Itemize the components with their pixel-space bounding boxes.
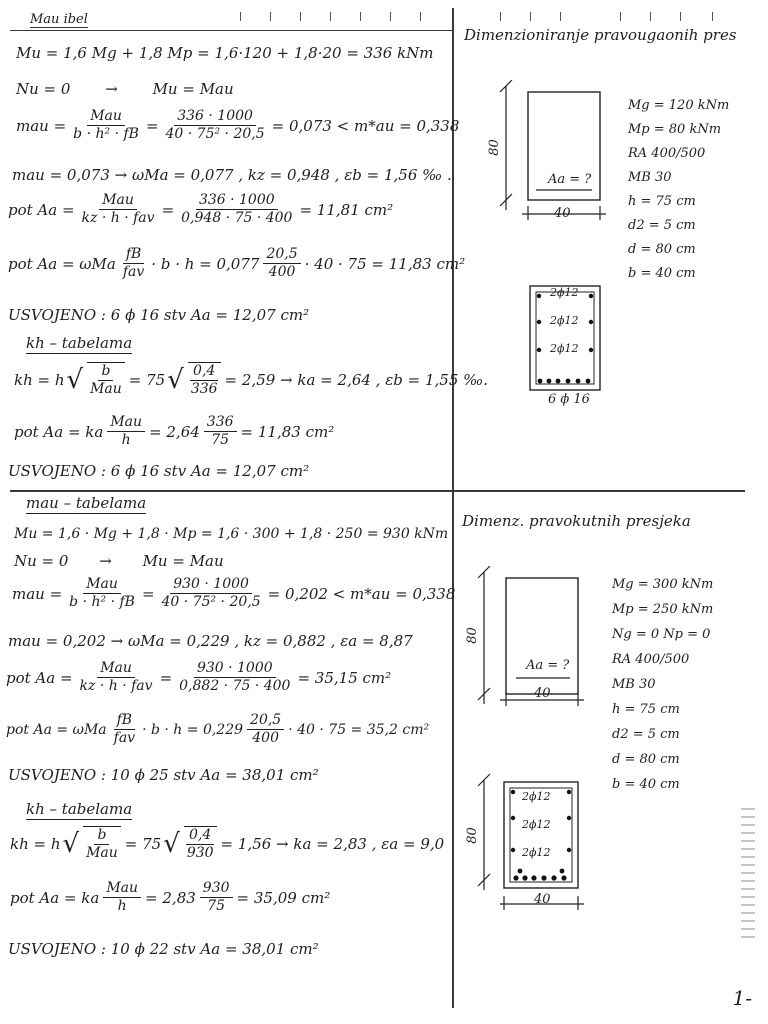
frac-den: fav bbox=[113, 730, 136, 746]
s2-mau-rhs: = 0,202 < m*au = 0,338 bbox=[267, 584, 456, 603]
s2-line-usvojeno1: USVOJENO : 10 ϕ 25 stv Aa = 38,01 cm² bbox=[8, 766, 319, 784]
d1-bar-1: 2ϕ12 bbox=[550, 286, 579, 299]
s2-aa2-lhs: pot Aa = ωMa bbox=[6, 721, 107, 738]
frac-den: 400 bbox=[268, 264, 296, 280]
s2-line-mu: Mu = 1,6 · Mg + 1,8 · Mp = 1,6 · 300 + 1,8 · 250 = 930 kNm bbox=[14, 526, 449, 542]
frac-den: b · h² · fB bbox=[73, 126, 139, 142]
top-rule bbox=[10, 30, 452, 31]
frac-den: fav bbox=[122, 264, 145, 280]
frac-den: Mau bbox=[86, 845, 118, 861]
frac-den: 0,948 · 75 · 400 bbox=[181, 210, 293, 226]
header-fragment: Mau ibel bbox=[30, 12, 88, 27]
frac-num: Mau bbox=[83, 576, 121, 594]
d2-bar-1: 2ϕ12 bbox=[522, 790, 551, 803]
frac-num: b bbox=[94, 827, 109, 845]
param-mb: MB 30 bbox=[612, 677, 656, 692]
s1-kh-rhs: = 2,59 → ka = 2,64 , εb = 1,55 ‰. bbox=[224, 371, 489, 389]
frac-num: 336 · 1000 bbox=[174, 108, 256, 126]
frac-num: 336 bbox=[204, 414, 237, 432]
s2-nu-right: Mu = Mau bbox=[142, 552, 224, 570]
s2-kh-mid: = 75 bbox=[124, 835, 162, 853]
s1-mau-lhs: mau = bbox=[16, 116, 67, 135]
param-ra: RA 400/500 bbox=[628, 146, 706, 161]
frac-num: 930 bbox=[200, 880, 233, 898]
d1-dim-h: 80 bbox=[486, 139, 502, 156]
frac-num: 20,5 bbox=[247, 712, 284, 730]
d1-bar-3: 2ϕ12 bbox=[550, 342, 579, 355]
s2-aa1-frac2 bbox=[176, 660, 293, 695]
param-mg: Mg = 120 kNm bbox=[628, 98, 730, 113]
s2-right-title: Dimenz. pravokutnih presjeka bbox=[462, 512, 691, 530]
s2-line-aa1 bbox=[6, 660, 391, 695]
s2-aa1-frac1 bbox=[77, 660, 156, 695]
s2-aa1-rhs: = 35,15 cm² bbox=[297, 668, 392, 687]
sqrt-icon: √ bbox=[62, 829, 80, 859]
d2-sec-h: 80 bbox=[464, 827, 480, 844]
frac-num: 930 · 1000 bbox=[170, 576, 252, 594]
d2-dim-b: 40 bbox=[534, 686, 551, 701]
s2-line-mau bbox=[12, 576, 455, 611]
frac-den: 75 bbox=[211, 432, 230, 448]
equals: = bbox=[161, 200, 175, 219]
s2-kh-heading: kh – tabelama bbox=[26, 800, 133, 818]
equals: = bbox=[141, 584, 155, 603]
equals: = bbox=[159, 668, 173, 687]
s2-aa2-frac1 bbox=[111, 712, 138, 747]
param-b: b = 40 cm bbox=[612, 777, 680, 792]
s1-line-mu: Mu = 1,6 Mg + 1,8 Mp = 1,6·120 + 1,8·20 = 336 kNm bbox=[16, 44, 434, 62]
s2-nu-left: Nu = 0 bbox=[14, 552, 69, 570]
s2-aa3-frac1 bbox=[103, 880, 141, 915]
frac-den: kz · h · fav bbox=[79, 678, 153, 694]
d2-aa-label: Aa = ? bbox=[526, 658, 570, 673]
s2-line-aa2 bbox=[6, 712, 429, 747]
vertical-divider bbox=[452, 8, 454, 1008]
param-h: h = 75 cm bbox=[628, 194, 696, 209]
section-divider bbox=[10, 490, 745, 492]
frac-den: h bbox=[117, 898, 127, 914]
frac-num: b bbox=[98, 363, 113, 381]
page-number: 1- bbox=[732, 986, 752, 1010]
s2-aa1-lhs: pot Aa = bbox=[6, 668, 73, 687]
s1-kh-lhs: kh = h bbox=[14, 371, 65, 389]
frac-den: 40 · 75² · 20,5 bbox=[161, 594, 261, 610]
frac-den: kz · h · fav bbox=[81, 210, 155, 226]
frac-den: Mau bbox=[90, 381, 122, 397]
s2-kh-frac1 bbox=[83, 826, 121, 862]
param-d2: d2 = 5 cm bbox=[612, 727, 680, 742]
d2-dim-h: 80 bbox=[464, 627, 480, 644]
s1-mau-frac1 bbox=[70, 108, 142, 143]
s2-kh-rhs: = 1,56 → ka = 2,83 , εa = 9,0 bbox=[220, 835, 445, 853]
param-mp: Mp = 80 kNm bbox=[628, 122, 722, 137]
s1-aa3-frac2 bbox=[204, 414, 237, 449]
sqrt-icon: √ bbox=[66, 365, 84, 395]
s1-line-omega: mau = 0,073 → ωMa = 0,077 , kz = 0,948 , εb = 1,56 ‰ . bbox=[12, 166, 452, 184]
d1-bar-2: 2ϕ12 bbox=[550, 314, 579, 327]
s1-line-nu bbox=[16, 80, 234, 98]
arrow-icon: → bbox=[99, 552, 112, 570]
param-mb: MB 30 bbox=[628, 170, 672, 185]
frac-den: h bbox=[121, 432, 131, 448]
s1-line-kh bbox=[14, 362, 488, 398]
d1-bottom-bars: 6 ϕ 16 bbox=[548, 392, 590, 407]
sqrt-icon: √ bbox=[167, 365, 184, 395]
s1-nu-right: Mu = Mau bbox=[152, 80, 234, 98]
s1-aa2-frac1 bbox=[120, 246, 147, 281]
s2-line-nu bbox=[14, 552, 224, 570]
s2-kh-frac2 bbox=[184, 826, 217, 862]
s1-line-aa2 bbox=[8, 246, 465, 281]
s2-aa3-mid: = 2,83 bbox=[145, 888, 196, 907]
frac-den: 75 bbox=[207, 898, 226, 914]
s1-aa1-frac1 bbox=[79, 192, 158, 227]
s1-mau-frac2 bbox=[163, 108, 268, 143]
frac-num: 0,4 bbox=[186, 827, 214, 845]
s1-aa3-mid: = 2,64 bbox=[149, 422, 200, 441]
s1-line-aa3 bbox=[14, 414, 334, 449]
s2-aa3-lhs: pot Aa = ka bbox=[10, 888, 100, 907]
section-diagram-1 bbox=[470, 80, 750, 420]
s1-aa2-lhs: pot Aa = ωMa bbox=[8, 254, 116, 273]
param-ra: RA 400/500 bbox=[612, 652, 690, 667]
param-mp: Mp = 250 kNm bbox=[612, 602, 714, 617]
s1-line-usvojeno2: USVOJENO : 6 ϕ 16 stv Aa = 12,07 cm² bbox=[8, 462, 310, 480]
right-title: Dimenzioniranje pravougaonih pres bbox=[464, 26, 737, 44]
s2-mau-frac2 bbox=[159, 576, 264, 611]
s1-aa1-lhs: pot Aa = bbox=[8, 200, 75, 219]
s1-kh-frac1 bbox=[87, 362, 125, 398]
param-d: d = 80 cm bbox=[628, 242, 696, 257]
frac-num: 930 · 1000 bbox=[194, 660, 276, 678]
frac-den: 336 bbox=[190, 381, 218, 397]
param-d2: d2 = 5 cm bbox=[628, 218, 696, 233]
frac-num: fB bbox=[123, 246, 144, 264]
s2-mau-lhs: mau = bbox=[12, 584, 63, 603]
frac-num: Mau bbox=[107, 414, 145, 432]
frac-num: 336 · 1000 bbox=[196, 192, 278, 210]
s1-aa1-frac2 bbox=[178, 192, 295, 227]
s2-heading: mau – tabelama bbox=[26, 494, 147, 512]
rebar-dots-2 bbox=[511, 790, 571, 881]
frac-den: 0,882 · 75 · 400 bbox=[179, 678, 291, 694]
s2-line-kh bbox=[10, 826, 444, 862]
s2-aa2-rhs: · 40 · 75 = 35,2 cm² bbox=[288, 721, 430, 738]
s1-kh-heading: kh – tabelama bbox=[26, 334, 133, 352]
frac-num: Mau bbox=[87, 108, 125, 126]
d1-params bbox=[628, 94, 729, 286]
s1-aa3-frac1 bbox=[107, 414, 145, 449]
frac-den: 400 bbox=[252, 730, 279, 746]
s1-aa2-rhs: · 40 · 75 = 11,83 cm² bbox=[304, 254, 466, 273]
frac-num: Mau bbox=[99, 192, 137, 210]
equals: = bbox=[145, 116, 159, 135]
s2-aa3-rhs: = 35,09 cm² bbox=[236, 888, 331, 907]
s2-line-aa3 bbox=[10, 880, 330, 915]
d2-params bbox=[612, 572, 713, 797]
frac-den: 930 bbox=[186, 845, 214, 861]
param-mg: Mg = 300 kNm bbox=[612, 577, 714, 592]
s2-line-usvojeno2: USVOJENO : 10 ϕ 22 stv Aa = 38,01 cm² bbox=[8, 940, 319, 958]
frac-den: b · h² · fB bbox=[69, 594, 135, 610]
d2-bar-2: 2ϕ12 bbox=[522, 818, 551, 831]
frac-num: fB bbox=[114, 712, 135, 730]
s2-aa2-frac2 bbox=[247, 712, 284, 747]
param-ng-np: Ng = 0 Np = 0 bbox=[612, 627, 711, 642]
sqrt-icon: √ bbox=[163, 829, 180, 859]
frac-num: 20,5 bbox=[263, 246, 300, 264]
arrow-icon: → bbox=[105, 80, 118, 98]
d2-bar-3: 2ϕ12 bbox=[522, 846, 551, 859]
s1-aa3-rhs: = 11,83 cm² bbox=[240, 422, 335, 441]
s1-kh-frac2 bbox=[188, 362, 221, 398]
d1-aa-label: Aa = ? bbox=[548, 172, 592, 187]
s2-line-omega: mau = 0,202 → ωMa = 0,229 , kz = 0,882 , εa = 8,87 bbox=[8, 632, 413, 650]
frac-den: 40 · 75² · 20,5 bbox=[165, 126, 265, 142]
s2-aa3-frac2 bbox=[200, 880, 233, 915]
s1-aa1-rhs: = 11,81 cm² bbox=[299, 200, 394, 219]
s1-mau-rhs: = 0,073 < m*au = 0,338 bbox=[271, 116, 460, 135]
rebar-dots bbox=[537, 294, 593, 384]
s1-kh-mid: = 75 bbox=[128, 371, 166, 389]
frac-num: Mau bbox=[97, 660, 135, 678]
s1-line-mau bbox=[16, 108, 459, 143]
s1-line-aa1 bbox=[8, 192, 393, 227]
section-diagram-2 bbox=[464, 566, 744, 926]
s2-mau-frac1 bbox=[66, 576, 138, 611]
margin-marks bbox=[741, 808, 755, 938]
s1-aa2-mid: · b · h = 0,077 bbox=[151, 254, 260, 273]
s1-aa3-lhs: pot Aa = ka bbox=[14, 422, 104, 441]
s1-nu-left: Nu = 0 bbox=[16, 80, 71, 98]
param-d: d = 80 cm bbox=[612, 752, 680, 767]
frac-num: 0,4 bbox=[190, 363, 218, 381]
param-h: h = 75 cm bbox=[612, 702, 680, 717]
s1-aa2-frac2 bbox=[263, 246, 300, 281]
s2-aa2-mid: · b · h = 0,229 bbox=[142, 721, 244, 738]
d2-sec-b: 40 bbox=[534, 892, 551, 907]
s1-line-usvojeno1: USVOJENO : 6 ϕ 16 stv Aa = 12,07 cm² bbox=[8, 306, 310, 324]
frac-num: Mau bbox=[103, 880, 141, 898]
d1-dim-b: 40 bbox=[554, 206, 571, 221]
s2-kh-lhs: kh = h bbox=[10, 835, 61, 853]
param-b: b = 40 cm bbox=[628, 266, 696, 281]
